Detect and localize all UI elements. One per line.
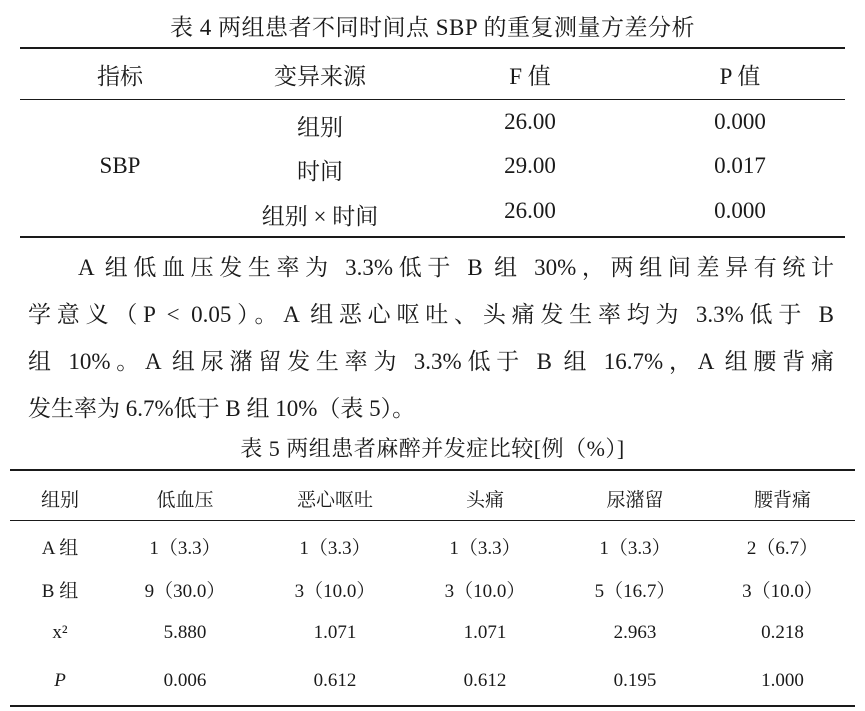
table5-caption: 表 5 两组患者麻醉并发症比较[例（%）] [240, 436, 625, 461]
table5-header-rule [10, 520, 855, 521]
table5-cell: 0.006 [163, 670, 207, 691]
table5-cell: 9（30.0） [144, 581, 226, 602]
table5-top-rule [10, 469, 855, 471]
table5-cell: x² [52, 622, 68, 643]
table5-header-headache: 头痛 [465, 490, 504, 511]
table4-row-p: 0.000 [714, 109, 766, 134]
table4-row-source: 组别 [297, 115, 343, 140]
table4-row-p: 0.000 [714, 198, 766, 223]
table4-top-rule [20, 47, 845, 49]
table5-header-back-pain: 腰背痛 [753, 490, 811, 511]
table4-header-p: P 值 [719, 64, 761, 89]
table4-row-p: 0.017 [714, 153, 766, 178]
table4-header-source: 变异来源 [274, 64, 366, 89]
table4-row-source: 组别 × 时间 [261, 204, 379, 229]
table4-row-source: 时间 [297, 159, 343, 184]
table4-header-f: F 值 [509, 64, 551, 89]
table5-cell: 0.612 [463, 670, 507, 691]
table4-header-indicator: 指标 [97, 64, 143, 89]
table5-cell: P [54, 670, 66, 691]
table5-cell: 1.071 [463, 622, 507, 643]
table5-cell: 1（3.3） [599, 538, 671, 559]
table5-bottom-rule [10, 705, 855, 707]
table5-header-urinary-retention: 尿潴留 [606, 490, 664, 511]
table5-header-hypotension: 低血压 [156, 490, 214, 511]
table5-cell: 1（3.3） [449, 538, 521, 559]
table5-cell: B 组 [41, 581, 79, 602]
paragraph-line: 组 10%。A 组尿潴留发生率为 3.3%低于 B 组 16.7%，A 组腰背痛 [28, 349, 835, 374]
table5-cell: 5（16.7） [594, 581, 676, 602]
table5-cell: 1（3.3） [149, 538, 221, 559]
table4-bottom-rule [20, 236, 845, 238]
table5-cell: 0.218 [761, 622, 804, 643]
paragraph-line: 发生率为 6.7%低于 B 组 10%（表 5）。 [28, 396, 416, 421]
paragraph-line: A 组低血压发生率为 3.3%低于 B 组 30%，两组间差异有统计 [78, 255, 834, 280]
table5-cell: 1.071 [313, 622, 357, 643]
table4-header-rule [20, 99, 845, 100]
table5-cell: A 组 [41, 538, 79, 559]
table5-cell: 2（6.7） [746, 538, 819, 559]
table5-cell: 5.880 [163, 622, 207, 643]
body-paragraph [28, 244, 834, 432]
table5-cell: 0.195 [613, 670, 657, 691]
table4-row-f: 29.00 [504, 153, 556, 178]
table4-row-f: 26.00 [504, 109, 556, 134]
table4-indicator-sbp: SBP [99, 153, 141, 178]
table4-row-f: 26.00 [504, 198, 556, 223]
table5-header-group: 组别 [40, 490, 79, 511]
table5-cell: 0.612 [313, 670, 357, 691]
table5-cell: 3（10.0） [294, 581, 376, 602]
paragraph-line: 学意义（P < 0.05）。A 组恶心呕吐、头痛发生率均为 3.3%低于 B [28, 302, 834, 327]
table5-cell: 3（10.0） [444, 581, 526, 602]
table5-header-nausea: 恶心呕吐 [296, 490, 373, 511]
table5-cell: 1.000 [761, 670, 804, 691]
table5-cell: 2.963 [613, 622, 657, 643]
table4-caption: 表 4 两组患者不同时间点 SBP 的重复测量方差分析 [169, 15, 696, 40]
table5-cell: 1（3.3） [299, 538, 371, 559]
table5-cell: 3（10.0） [742, 581, 823, 602]
